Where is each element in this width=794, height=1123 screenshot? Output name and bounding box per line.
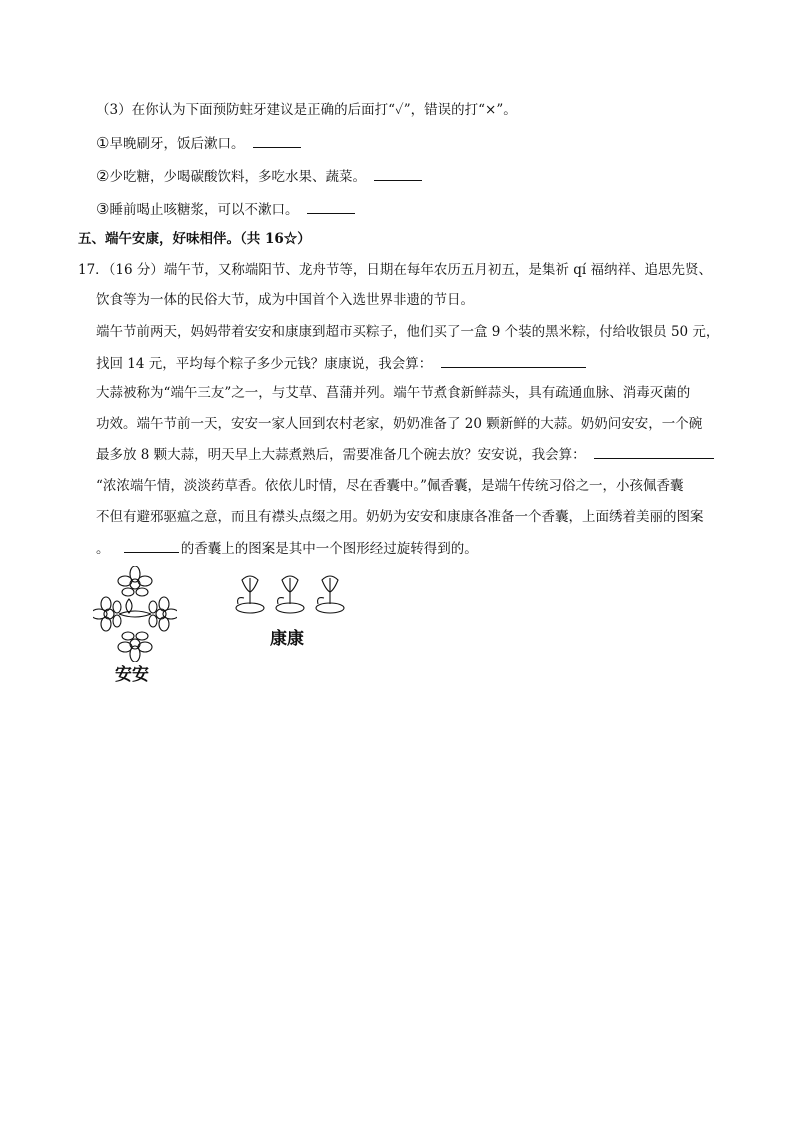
lotus-translation-pattern <box>230 574 354 620</box>
q17-para3-line-2: 不但有避邪驱瘟之意，而且有襟头点缀之用。奶奶为安安和康康各准备一个香囊，上面绣着美丽的图案 <box>96 509 704 525</box>
q17-intro-line-1: 17．（16 分）端午节，又称端阳节、龙舟节等，日期在每年农历五月初五，是集祈 qí 福纳祥、追思先贤、 <box>78 262 712 278</box>
q17-para1-line-2: 找回 14 元，平均每个粽子多少元钱？康康说，我会算： <box>96 353 586 374</box>
q17-para3-line-3: 。 的香囊上的图案是其中一个图形经过旋转得到的。 <box>96 538 478 559</box>
anan-sachet-figure <box>93 566 177 685</box>
section-heading: 五、端午安康，好味相伴。（共 16☆） <box>78 231 311 247</box>
answer-blank-1[interactable] <box>253 133 301 148</box>
q17-para2-line-2: 功效。端午节前一天，安安一家人回到农村老家，奶奶准备了 20 颗新鲜的大蒜。奶奶问安安，一个碗 <box>96 416 703 432</box>
anan-label: 安安 <box>115 665 149 685</box>
kangkang-sachet-figure <box>230 574 354 654</box>
q17-para2-line-3: 最多放 8 颗大蒜，明天早上大蒜煮熟后，需要准备几个碗去放？安安说，我会算： <box>96 444 714 465</box>
answer-blank-sachet[interactable] <box>124 538 179 553</box>
answer-blank-zongzi[interactable] <box>441 353 586 368</box>
q17-para2-line-1: 大蒜被称为“端午三友”之一，与艾草、菖蒲并列。端午节煮食新鲜蒜头，具有疏通血脉、消毒灭菌的 <box>96 385 691 401</box>
q17-para1-line-1: 端午节前两天，妈妈带着安安和康康到超市买粽子，他们买了一盒 9 个装的黑米粽，付给收银员 50 元， <box>96 324 720 340</box>
q3-item-2: ②少吃糖，少喝碳酸饮料，多吃水果、蔬菜。 <box>96 166 422 187</box>
flower-rotation-pattern <box>93 566 177 662</box>
q3-item-1: ①早晚刷牙，饭后漱口。 <box>96 133 301 154</box>
kangkang-label: 康康 <box>270 629 304 649</box>
check-mark-icon: ✓ <box>395 102 404 118</box>
answer-blank-3[interactable] <box>307 199 355 214</box>
q3-instruction: （3）在你认为下面预防蛀牙建议是正确的后面打“✓”，错误的打“×”。 <box>96 102 517 118</box>
cross-mark-icon: × <box>485 102 497 118</box>
q17-intro-line-2: 饮食等为一体的民俗大节，成为中国首个入选世界非遗的节日。 <box>96 292 474 308</box>
answer-blank-2[interactable] <box>374 166 422 181</box>
q17-para3-line-1: “浓浓端午情，淡淡药草香。依依儿时情，尽在香囊中。”佩香囊，是端午传统习俗之一，小孩佩香囊 <box>96 478 684 494</box>
answer-blank-garlic[interactable] <box>594 444 714 459</box>
q3-item-3: ③睡前喝止咳糖浆，可以不漱口。 <box>96 199 355 220</box>
